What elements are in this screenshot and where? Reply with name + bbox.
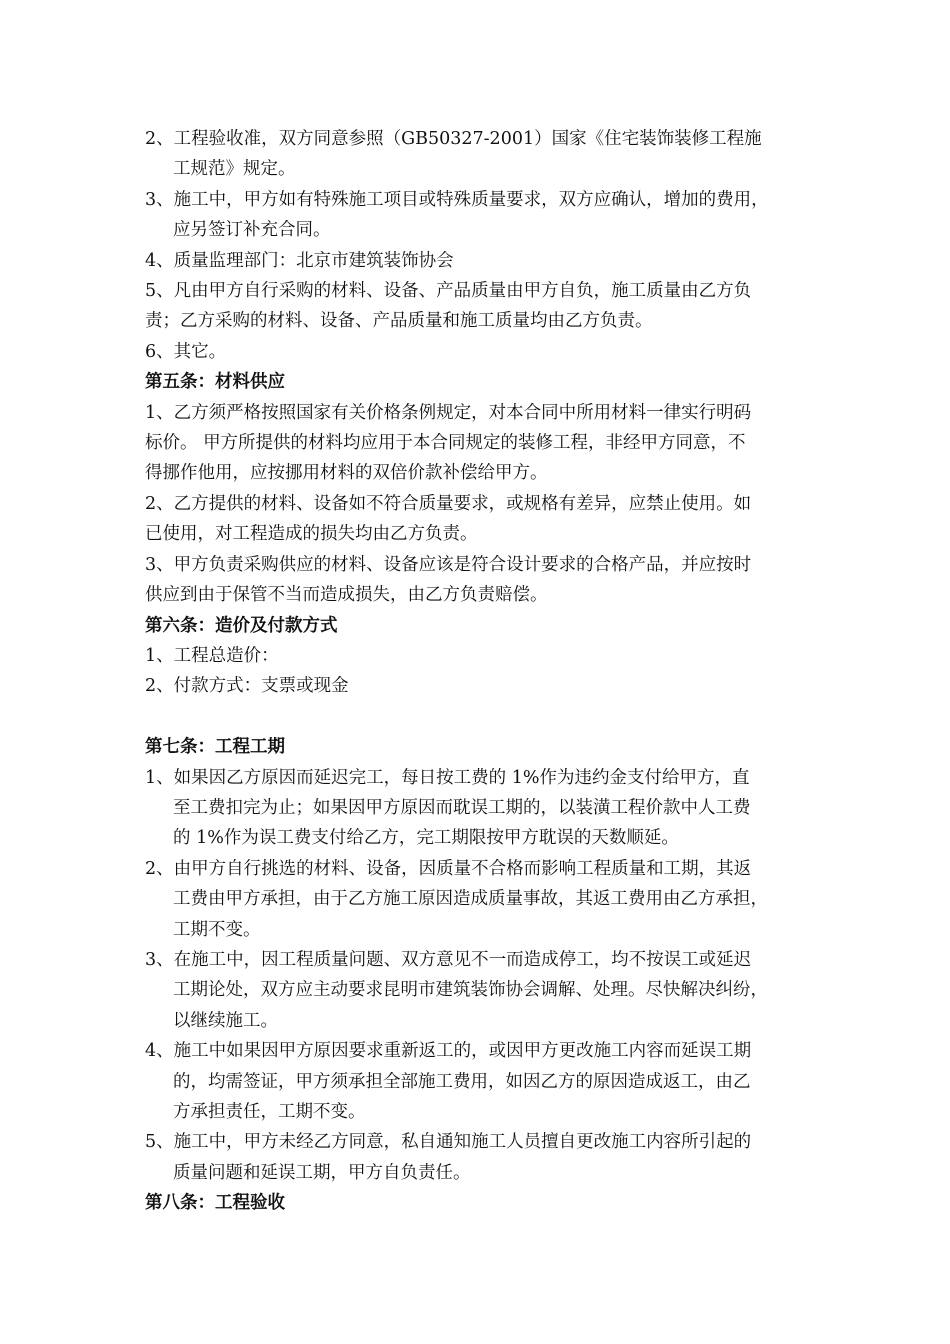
sec7-item-4 [145, 1036, 825, 1127]
line: 工期不变。 [173, 919, 261, 940]
line: 1、如果因乙方原因而延迟完工，每日按工费的 1%作为违约金支付给甲方，直 [145, 767, 750, 788]
section-heading-8: 第八条：工程验收 [145, 1193, 285, 1214]
sec4-item-6 [145, 337, 825, 367]
line: 4、质量监理部门：北京市建筑装饰协会 [145, 250, 454, 271]
line: 1、乙方须严格按照国家有关价格条例规定，对本合同中所用材料一律实行明码 [145, 402, 752, 423]
blank-line [145, 702, 825, 732]
line: 3、施工中，甲方如有特殊施工项目或特殊质量要求，双方应确认，增加的费用， [145, 189, 769, 210]
line: 至工费扣完为止；如果因甲方原因而耽误工期的，以装潢工程价款中人工费 [173, 797, 751, 818]
sec6-item-1: 1、工程总造价： [145, 645, 279, 666]
line: 2、乙方提供的材料、设备如不符合质量要求，或规格有差异，应禁止使用。如 [145, 493, 752, 514]
section-heading-5: 第五条：材料供应 [145, 372, 285, 393]
line: 6、其它。 [145, 341, 227, 362]
section-heading-7: 第七条：工程工期 [145, 737, 285, 758]
line: 5、凡由甲方自行采购的材料、设备、产品质量由甲方自负，施工质量由乙方负 [145, 281, 752, 302]
sec7-item-3 [145, 945, 825, 1036]
sec5-item-3 [145, 550, 825, 611]
line: 的 1%作为误工费支付给乙方，完工期限按甲方耽误的天数顺延。 [173, 828, 679, 849]
sec4-item-2 [145, 124, 825, 185]
section-heading-6: 第六条：造价及付款方式 [145, 615, 338, 636]
line: 2、工程验收准，双方同意参照（GB50327-2001）国家《住宅装饰装修工程施 [145, 129, 762, 149]
line: 5、施工中，甲方未经乙方同意，私自通知施工人员擅自更改施工内容所引起的 [145, 1132, 752, 1153]
line: 质量问题和延误工期，甲方自负责任。 [173, 1162, 471, 1183]
line: 2、由甲方自行挑选的材料、设备，因质量不合格而影响工程质量和工期，其返 [145, 858, 752, 879]
line: 3、在施工中，因工程质量问题、双方意见不一而造成停工，均不按误工或延迟 [145, 949, 752, 970]
sec7-item-1 [145, 763, 825, 854]
line: 应另签订补充合同。 [173, 220, 331, 241]
sec7-item-5 [145, 1127, 825, 1188]
line: 得挪作他用，应按挪用材料的双倍价款补偿给甲方。 [145, 463, 548, 484]
line: 3、甲方负责采购供应的材料、设备应该是符合设计要求的合格产品，并应按时 [145, 554, 752, 575]
line: 4、施工中如果因甲方原因要求重新返工的，或因甲方更改施工内容而延误工期 [145, 1041, 752, 1062]
sec5-item-1 [145, 398, 825, 489]
line: 责；乙方采购的材料、设备、产品质量和施工质量均由乙方负责。 [145, 311, 653, 332]
line: 已使用，对工程造成的损失均由乙方负责。 [145, 524, 478, 545]
line: 工期论处，双方应主动要求昆明市建筑装饰协会调解、处理。尽快解决纠纷， [173, 980, 768, 1001]
line: 方承担责任，工期不变。 [173, 1101, 366, 1122]
sec4-item-4 [145, 246, 825, 276]
line: 以继续施工。 [173, 1010, 278, 1031]
line: 标价。 甲方所提供的材料均应用于本合同规定的装修工程，非经甲方同意，不 [145, 433, 746, 454]
line: 工规范》规定。 [173, 159, 296, 180]
line: 工费由甲方承担，由于乙方施工原因造成质量事故，其返工费用由乙方承担， [173, 889, 768, 910]
sec5-item-2 [145, 489, 825, 550]
sec6-item-2: 2、付款方式：支票或现金 [145, 676, 349, 697]
contract-text [145, 124, 825, 1219]
line: 的，均需签证，甲方须承担全部施工费用，如因乙方的原因造成返工，由乙 [173, 1071, 751, 1092]
line: 供应到由于保管不当而造成损失，由乙方负责赔偿。 [145, 585, 548, 606]
sec4-item-3 [145, 185, 825, 246]
sec4-item-5 [145, 276, 825, 337]
sec7-item-2 [145, 854, 825, 945]
